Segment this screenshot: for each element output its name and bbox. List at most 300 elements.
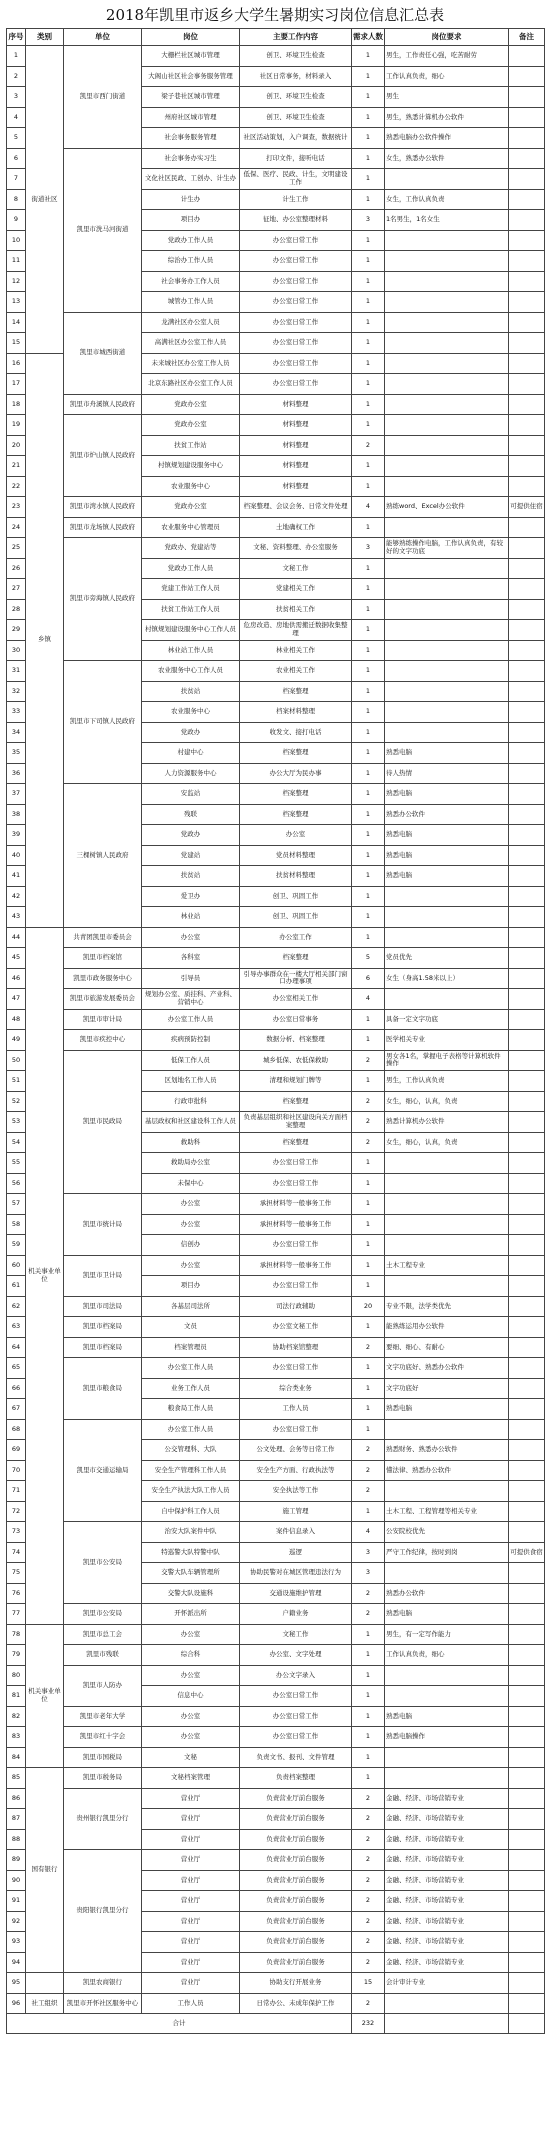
requirement-cell: 金融、经济、市场营销专业 <box>385 1829 509 1850</box>
work-cell: 档案整理、会议会务、日常文件处理 <box>240 497 352 518</box>
headcount-cell: 1 <box>352 148 385 169</box>
table-row <box>7 148 545 169</box>
row-number: 28 <box>7 599 26 620</box>
work-cell: 办公室日常工作 <box>240 1727 352 1748</box>
work-cell: 创卫、环境卫生检查 <box>240 46 352 67</box>
row-number: 62 <box>7 1296 26 1317</box>
row-number: 65 <box>7 1358 26 1379</box>
row-number: 70 <box>7 1460 26 1481</box>
unit-cell: 凯里市残联 <box>64 1645 142 1666</box>
requirement-cell: 熟悉电脑办公软件操作 <box>385 128 509 149</box>
post-cell: 文秘 <box>142 1747 240 1768</box>
unit-cell: 凯里市总工会 <box>64 1624 142 1645</box>
row-number: 54 <box>7 1132 26 1153</box>
table-row <box>7 1706 545 1727</box>
row-number: 93 <box>7 1932 26 1953</box>
post-cell: 营业厅 <box>142 1891 240 1912</box>
total-label: 合计 <box>7 2014 352 2034</box>
requirement-cell <box>385 230 509 251</box>
requirement-cell <box>385 579 509 600</box>
note-cell <box>509 271 545 292</box>
unit-cell: 凯里市审计局 <box>64 1009 142 1030</box>
headcount-cell: 1 <box>352 1030 385 1051</box>
note-cell <box>509 374 545 395</box>
note-cell <box>509 1091 545 1112</box>
headcount-cell: 1 <box>352 128 385 149</box>
headcount-cell: 2 <box>352 1829 385 1850</box>
row-number: 94 <box>7 1952 26 1973</box>
unit-cell: 凯里市民政局 <box>64 1050 142 1194</box>
table-row <box>7 948 545 969</box>
requirement-cell <box>385 661 509 682</box>
row-number: 42 <box>7 886 26 907</box>
requirement-cell <box>385 476 509 497</box>
row-number: 89 <box>7 1850 26 1871</box>
col-header: 需求人数 <box>352 29 385 46</box>
note-cell <box>509 1112 545 1133</box>
requirement-cell <box>385 353 509 374</box>
row-number: 66 <box>7 1378 26 1399</box>
post-cell: 党政办工作人员 <box>142 230 240 251</box>
row-number: 68 <box>7 1419 26 1440</box>
work-cell: 档案整理 <box>240 948 352 969</box>
work-cell: 户籍业务 <box>240 1604 352 1625</box>
post-cell: 党建站 <box>142 845 240 866</box>
note-cell <box>509 661 545 682</box>
note-cell <box>509 1050 545 1071</box>
post-cell: 农业服务中心 <box>142 476 240 497</box>
requirement-cell: 熟悉电脑 <box>385 1604 509 1625</box>
work-cell: 档案材料整理 <box>240 702 352 723</box>
note-cell <box>509 1009 545 1030</box>
work-cell: 创卫、巩固工作 <box>240 907 352 928</box>
work-cell: 办公大厅为民办事 <box>240 763 352 784</box>
work-cell: 协助档案馆整理 <box>240 1337 352 1358</box>
headcount-cell: 2 <box>352 1604 385 1625</box>
unit-cell: 凯里市红十字会 <box>64 1727 142 1748</box>
headcount-cell: 1 <box>352 415 385 436</box>
unit-cell: 凯里市湾水镇人民政府 <box>64 497 142 518</box>
post-cell: 办公室 <box>142 1727 240 1748</box>
note-cell <box>509 353 545 374</box>
post-cell: 北京东路社区办公室工作人员 <box>142 374 240 395</box>
row-number: 4 <box>7 107 26 128</box>
unit-cell: 三棵树镇人民政府 <box>64 784 142 928</box>
requirement-cell: 女生（身高1.58米以上） <box>385 968 509 989</box>
headcount-cell: 2 <box>352 1993 385 2014</box>
post-cell: 营业厅 <box>142 1932 240 1953</box>
row-number: 82 <box>7 1706 26 1727</box>
requirement-cell: 金融、经济、市场营销专业 <box>385 1850 509 1871</box>
post-cell: 疾病预防控制 <box>142 1030 240 1051</box>
post-cell: 城管办工作人员 <box>142 292 240 313</box>
work-cell: 办公室日常工作 <box>240 1686 352 1707</box>
note-cell <box>509 1481 545 1502</box>
requirement-cell: 懂法律、熟悉办公软件 <box>385 1460 509 1481</box>
row-number: 46 <box>7 968 26 989</box>
post-cell: 党政办公室 <box>142 394 240 415</box>
unit-cell: 共青团凯里市委员会 <box>64 927 142 948</box>
requirement-cell: 熟悉计算机办公软件 <box>385 1112 509 1133</box>
row-number: 33 <box>7 702 26 723</box>
note-cell <box>509 1276 545 1297</box>
requirement-cell: 女生，工作认真负责 <box>385 189 509 210</box>
row-number: 29 <box>7 620 26 641</box>
row-number: 7 <box>7 169 26 190</box>
note-cell <box>509 1563 545 1584</box>
post-cell: 高满社区办公室工作人员 <box>142 333 240 354</box>
unit-cell: 凯里市旅游发展委员会 <box>64 989 142 1010</box>
requirement-cell <box>385 415 509 436</box>
post-cell: 区划地名工作人员 <box>142 1071 240 1092</box>
category-cell: 社工组织 <box>26 1993 64 2014</box>
total-value: 232 <box>352 2014 385 2034</box>
unit-cell: 凯里市炉山镇人民政府 <box>64 415 142 497</box>
table-row <box>7 927 545 948</box>
work-cell: 创卫、巩固工作 <box>240 886 352 907</box>
post-cell: 扶贫工作站 <box>142 435 240 456</box>
post-cell: 村镇规划建设服务中心 <box>142 456 240 477</box>
note-cell <box>509 886 545 907</box>
unit-cell: 凯里市司法局 <box>64 1296 142 1317</box>
post-cell: 党建工作站工作人员 <box>142 579 240 600</box>
row-number: 67 <box>7 1399 26 1420</box>
table-row <box>7 1624 545 1645</box>
work-cell: 负责营业厅前台服务 <box>240 1788 352 1809</box>
post-cell: 农业服务中心 <box>142 702 240 723</box>
unit-cell: 凯里市档案局 <box>64 1337 142 1358</box>
row-number: 5 <box>7 128 26 149</box>
headcount-cell: 15 <box>352 1973 385 1994</box>
headcount-cell: 1 <box>352 661 385 682</box>
post-cell: 计生办 <box>142 189 240 210</box>
work-cell: 材料整理 <box>240 394 352 415</box>
requirement-cell: 金融、经济、市场营销专业 <box>385 1870 509 1891</box>
headcount-cell: 1 <box>352 1747 385 1768</box>
page-title: 2018年凯里市返乡大学生暑期实习岗位信息汇总表 <box>105 6 445 24</box>
row-number: 1 <box>7 46 26 67</box>
post-cell: 村镇规划建设服务中心工作人员 <box>142 620 240 641</box>
note-cell <box>509 435 545 456</box>
table-row <box>7 497 545 518</box>
post-cell: 州府社区城市管理 <box>142 107 240 128</box>
note-cell <box>509 1706 545 1727</box>
row-number: 50 <box>7 1050 26 1071</box>
post-cell: 安全生产管理科工作人员 <box>142 1460 240 1481</box>
requirement-cell <box>385 1153 509 1174</box>
requirement-cell: 男生，工作认真负责 <box>385 1071 509 1092</box>
row-number: 13 <box>7 292 26 313</box>
col-header: 岗位 <box>142 29 240 46</box>
headcount-cell: 1 <box>352 1624 385 1645</box>
unit-cell: 凯里市交通运输局 <box>64 1419 142 1522</box>
unit-cell: 凯里市公安局 <box>64 1604 142 1625</box>
note-cell <box>509 1030 545 1051</box>
work-cell: 档案整理 <box>240 1132 352 1153</box>
note-cell <box>509 1337 545 1358</box>
requirement-cell <box>385 702 509 723</box>
requirement-cell: 女生，细心，认真，负责 <box>385 1091 509 1112</box>
work-cell: 党员材料整理 <box>240 845 352 866</box>
work-cell: 办公室日常工作 <box>240 251 352 272</box>
note-cell <box>509 866 545 887</box>
note-cell <box>509 87 545 108</box>
note-cell <box>509 1583 545 1604</box>
post-cell: 营业厅 <box>142 1850 240 1871</box>
post-cell: 信息中心 <box>142 1686 240 1707</box>
work-cell: 案件信息录入 <box>240 1522 352 1543</box>
row-number: 79 <box>7 1645 26 1666</box>
requirement-cell <box>385 1686 509 1707</box>
work-cell: 办公室文秘工作 <box>240 1317 352 1338</box>
headcount-cell: 1 <box>352 681 385 702</box>
work-cell: 档案整理 <box>240 804 352 825</box>
work-cell: 负责营业厅前台服务 <box>240 1829 352 1850</box>
work-cell: 办公室 <box>240 825 352 846</box>
row-number: 84 <box>7 1747 26 1768</box>
row-number: 59 <box>7 1235 26 1256</box>
note-cell <box>509 558 545 579</box>
category-cell: 机关事业单位 <box>26 927 64 1624</box>
unit-cell: 凯里市下司镇人民政府 <box>64 661 142 784</box>
note-cell <box>509 1522 545 1543</box>
requirement-cell <box>385 1747 509 1768</box>
requirement-cell <box>385 394 509 415</box>
post-cell: 营业厅 <box>142 1870 240 1891</box>
headcount-cell: 1 <box>352 1276 385 1297</box>
header-row <box>7 29 545 46</box>
work-cell: 档案整理 <box>240 784 352 805</box>
note-cell <box>509 169 545 190</box>
internship-table <box>6 28 545 2034</box>
requirement-cell <box>385 292 509 313</box>
work-cell: 协助支行开展业务 <box>240 1973 352 1994</box>
headcount-cell: 1 <box>352 845 385 866</box>
note-cell <box>509 722 545 743</box>
post-cell: 办公室 <box>142 927 240 948</box>
headcount-cell: 3 <box>352 538 385 559</box>
requirement-cell <box>385 1665 509 1686</box>
unit-cell: 凯里市旁海镇人民政府 <box>64 538 142 661</box>
requirement-cell: 金融、经济、市场营销专业 <box>385 1911 509 1932</box>
headcount-cell: 2 <box>352 1788 385 1809</box>
note-cell <box>509 517 545 538</box>
work-cell: 负责营业厅前台服务 <box>240 1952 352 1973</box>
row-number: 35 <box>7 743 26 764</box>
unit-cell: 凯里市粮食局 <box>64 1358 142 1420</box>
requirement-cell <box>385 271 509 292</box>
note-cell <box>509 394 545 415</box>
requirement-cell: 会计审计专业 <box>385 1973 509 1994</box>
work-cell: 农业相关工作 <box>240 661 352 682</box>
headcount-cell: 2 <box>352 1481 385 1502</box>
post-cell: 办公室工作人员 <box>142 1358 240 1379</box>
table-row <box>7 538 545 559</box>
note-cell <box>509 1419 545 1440</box>
work-cell: 引导办事群众在一楼大厅相关部门窗口办理事项 <box>240 968 352 989</box>
row-number: 20 <box>7 435 26 456</box>
row-number: 53 <box>7 1112 26 1133</box>
table-row <box>7 1768 545 1789</box>
unit-cell: 凯里市疾控中心 <box>64 1030 142 1051</box>
row-number: 18 <box>7 394 26 415</box>
work-cell: 办公室日常工作 <box>240 333 352 354</box>
work-cell: 材料整理 <box>240 415 352 436</box>
total-blank <box>509 2014 545 2034</box>
row-number: 63 <box>7 1317 26 1338</box>
note-cell <box>509 230 545 251</box>
requirement-cell: 文字功底好、熟悉办公软件 <box>385 1358 509 1379</box>
row-number: 22 <box>7 476 26 497</box>
headcount-cell: 1 <box>352 907 385 928</box>
requirement-cell: 文字功底好 <box>385 1378 509 1399</box>
note-cell <box>509 1727 545 1748</box>
row-number: 74 <box>7 1542 26 1563</box>
row-number: 39 <box>7 825 26 846</box>
table-row <box>7 1030 545 1051</box>
table-row <box>7 46 545 67</box>
requirement-cell <box>385 435 509 456</box>
requirement-cell <box>385 620 509 641</box>
post-cell: 工作人员 <box>142 1993 240 2014</box>
unit-cell: 凯里农商银行 <box>64 1973 142 1994</box>
col-header: 主要工作内容 <box>240 29 352 46</box>
note-cell <box>509 620 545 641</box>
note-cell <box>509 1624 545 1645</box>
requirement-cell: 具备一定文字功底 <box>385 1009 509 1030</box>
note-cell <box>509 538 545 559</box>
note-cell <box>509 1501 545 1522</box>
note-cell <box>509 1809 545 1830</box>
category-cell: 国有银行 <box>26 1768 64 1973</box>
row-number: 64 <box>7 1337 26 1358</box>
work-cell: 文秘工作 <box>240 558 352 579</box>
unit-cell: 凯里市老年大学 <box>64 1706 142 1727</box>
headcount-cell: 4 <box>352 1522 385 1543</box>
work-cell: 清理和规划门牌等 <box>240 1071 352 1092</box>
row-number: 92 <box>7 1911 26 1932</box>
work-cell: 办公室、文字处理 <box>240 1645 352 1666</box>
requirement-cell: 金融、经济、市场营销专业 <box>385 1788 509 1809</box>
row-number: 11 <box>7 251 26 272</box>
row-number: 45 <box>7 948 26 969</box>
row-number: 73 <box>7 1522 26 1543</box>
note-cell <box>509 1891 545 1912</box>
headcount-cell: 3 <box>352 1563 385 1584</box>
headcount-cell: 1 <box>352 1686 385 1707</box>
unit-cell: 凯里市城西街道 <box>64 312 142 394</box>
headcount-cell: 1 <box>352 1071 385 1092</box>
note-cell <box>509 476 545 497</box>
headcount-cell: 1 <box>352 599 385 620</box>
row-number: 2 <box>7 66 26 87</box>
headcount-cell: 1 <box>352 456 385 477</box>
post-cell: 大栅栏社区城市管理 <box>142 46 240 67</box>
requirement-cell: 熟练word、Excel办公软件 <box>385 497 509 518</box>
note-cell <box>509 1132 545 1153</box>
headcount-cell: 1 <box>352 620 385 641</box>
table-row <box>7 1604 545 1625</box>
requirement-cell: 熟悉电脑 <box>385 1399 509 1420</box>
requirement-cell <box>385 1993 509 2014</box>
note-cell <box>509 1850 545 1871</box>
post-cell: 农业服务中心工作人员 <box>142 661 240 682</box>
headcount-cell: 1 <box>352 87 385 108</box>
requirement-cell: 土木工程、工程管理等相关专业 <box>385 1501 509 1522</box>
headcount-cell: 1 <box>352 517 385 538</box>
post-cell: 各基层司法所 <box>142 1296 240 1317</box>
post-cell: 营业厅 <box>142 1973 240 1994</box>
work-cell: 危房改造、房地供需搬迁数据收集整理 <box>240 620 352 641</box>
note-cell <box>509 1932 545 1953</box>
requirement-cell: 待人热情 <box>385 763 509 784</box>
note-cell <box>509 189 545 210</box>
row-number: 88 <box>7 1829 26 1850</box>
note-cell <box>509 1911 545 1932</box>
post-cell: 办公室 <box>142 1194 240 1215</box>
headcount-cell: 2 <box>352 1911 385 1932</box>
note-cell <box>509 804 545 825</box>
work-cell: 办公室日常事务 <box>240 1009 352 1030</box>
table-row <box>7 1665 545 1686</box>
row-number: 52 <box>7 1091 26 1112</box>
headcount-cell: 1 <box>352 1194 385 1215</box>
post-cell: 办公室工作人员 <box>142 1009 240 1030</box>
requirement-cell: 熟悉办公软件 <box>385 1583 509 1604</box>
requirement-cell: 男女各1名，掌握电子表格等计算机软件操作 <box>385 1050 509 1071</box>
headcount-cell: 4 <box>352 989 385 1010</box>
row-number: 81 <box>7 1686 26 1707</box>
requirement-cell: 能够熟练操作电脑，工作认真负责，有较好的文字功底 <box>385 538 509 559</box>
row-number: 23 <box>7 497 26 518</box>
work-cell: 日常办公、未成年保护工作 <box>240 1993 352 2014</box>
requirement-cell: 男生，熟悉计算机办公软件 <box>385 107 509 128</box>
headcount-cell: 1 <box>352 394 385 415</box>
note-cell <box>509 1378 545 1399</box>
work-cell: 办公室日常工作 <box>240 1706 352 1727</box>
unit-cell: 凯里市档案局 <box>64 1317 142 1338</box>
headcount-cell: 5 <box>352 948 385 969</box>
work-cell: 扶贫相关工作 <box>240 599 352 620</box>
note-cell <box>509 1071 545 1092</box>
table-row <box>7 1747 545 1768</box>
headcount-cell: 1 <box>352 1235 385 1256</box>
headcount-cell: 2 <box>352 1091 385 1112</box>
requirement-cell: 能熟练运用办公软件 <box>385 1317 509 1338</box>
unit-cell: 凯里市开怀社区服务中心 <box>64 1993 142 2014</box>
row-number: 90 <box>7 1870 26 1891</box>
post-cell: 文化社区民政、工创办、计生办 <box>142 169 240 190</box>
work-cell: 承担材料等一般事务工作 <box>240 1214 352 1235</box>
work-cell: 档案整理 <box>240 743 352 764</box>
work-cell: 档案整理 <box>240 681 352 702</box>
headcount-cell: 2 <box>352 1583 385 1604</box>
row-number: 78 <box>7 1624 26 1645</box>
requirement-cell: 要细、细心、有耐心 <box>385 1337 509 1358</box>
work-cell: 计生工作 <box>240 189 352 210</box>
requirement-cell: 公安院校优先 <box>385 1522 509 1543</box>
headcount-cell: 1 <box>352 1009 385 1030</box>
table-body <box>7 46 545 2034</box>
work-cell: 办公室日常工作 <box>240 312 352 333</box>
unit-cell: 凯里市西门街道 <box>64 46 142 149</box>
requirement-cell <box>385 886 509 907</box>
work-cell: 协助民警对在城区管理违法行为 <box>240 1563 352 1584</box>
table-row <box>7 1645 545 1666</box>
post-cell: 治安大队案件中队 <box>142 1522 240 1543</box>
note-cell <box>509 1460 545 1481</box>
headcount-cell: 1 <box>352 271 385 292</box>
